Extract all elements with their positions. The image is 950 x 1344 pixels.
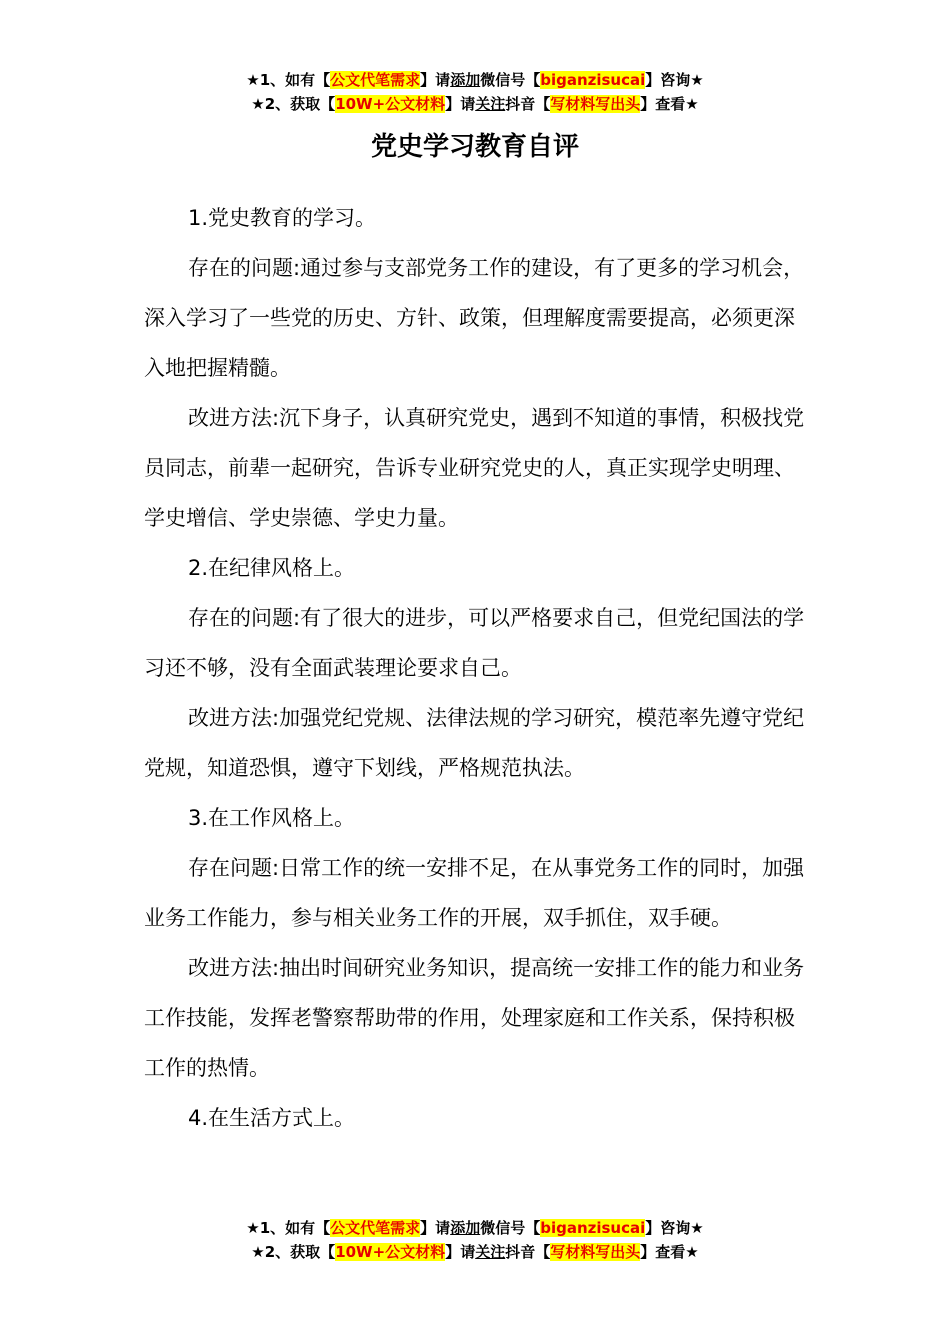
improvement-paragraph: 改进方法:沉下身子，认真研究党史，遇到不知道的事情，积极找党员同志，前辈一起研究，告诉专业研究党史的人，真正实现学史明理、学史增信、学史崇德、学史力量。 [144, 406, 805, 530]
problem-paragraph: 存在的问题:通过参与支部党务工作的建设，有了更多的学习机会，深入学习了一些党的历史、方针、政策，但理解度需要提高，必须更深入地把握精髓。 [144, 256, 805, 380]
banner-text: 】请 [445, 95, 476, 113]
document-title: 党史学习教育自评 [370, 132, 579, 162]
banner-line-2 [0, 1240, 950, 1264]
banner-text: ★1、如有【 [246, 71, 331, 89]
underlined-action: 关注 [475, 95, 506, 113]
highlight-wechat-id: biganzisucai [540, 1219, 646, 1237]
section-heading-discipline: 2.在纪律风格上。 [188, 556, 356, 580]
improvement-paragraph: 改进方法:抽出时间研究业务知识，提高统一安排工作的能力和业务工作技能，发挥老警察帮助带的作用，处理家庭和工作关系，保持积极工作的热情。 [144, 956, 805, 1080]
problem-paragraph: 存在的问题:有了很大的进步，可以严格要求自己，但党纪国法的学习还不够，没有全面武装理论要求自己。 [144, 606, 805, 680]
banner-line-2 [0, 92, 950, 116]
banner-text: ★2、获取【 [251, 1243, 336, 1261]
banner-text: 】请 [420, 71, 451, 89]
section-heading-study: 1.党史教育的学习。 [188, 206, 377, 230]
section-heading-lifestyle: 4.在生活方式上。 [188, 1106, 356, 1130]
banner-text: 】查看★ [640, 1243, 699, 1261]
highlight-service: 公文代笔需求 [330, 1219, 421, 1237]
underlined-action: 关注 [475, 1243, 506, 1261]
banner-text: 抖音【 [505, 95, 551, 113]
banner-text: 】请 [420, 1219, 451, 1237]
problem-paragraph: 存在问题:日常工作的统一安排不足，在从事党务工作的同时，加强业务工作能力，参与相关业务工作的开展，双手抓住，双手硬。 [144, 856, 805, 930]
section-heading-work: 3.在工作风格上。 [188, 806, 356, 830]
banner-text: 抖音【 [505, 1243, 551, 1261]
banner-text: 微信号【 [480, 71, 541, 89]
banner-text: 微信号【 [480, 1219, 541, 1237]
highlight-materials: 10W+公文材料 [335, 1243, 446, 1261]
underlined-action: 添加 [450, 71, 481, 89]
banner-text: 】查看★ [640, 95, 699, 113]
highlight-wechat-id: biganzisucai [540, 71, 646, 89]
highlight-douyin-account: 写材料写出头 [550, 95, 641, 113]
banner-text: ★1、如有【 [246, 1219, 331, 1237]
banner-text: ★2、获取【 [251, 95, 336, 113]
banner-text: 】咨询★ [645, 71, 704, 89]
highlight-materials: 10W+公文材料 [335, 95, 446, 113]
document-body [144, 193, 808, 1143]
banner-line-1 [0, 1216, 950, 1240]
improvement-paragraph: 改进方法:加强党纪党规、法律法规的学习研究，模范率先遵守党纪党规，知道恐惧，遵守下划线，严格规范执法。 [144, 706, 805, 780]
banner-line-1 [0, 68, 950, 92]
banner-text: 】咨询★ [645, 1219, 704, 1237]
highlight-douyin-account: 写材料写出头 [550, 1243, 641, 1261]
underlined-action: 添加 [450, 1219, 481, 1237]
highlight-service: 公文代笔需求 [330, 71, 421, 89]
banner-text: 】请 [445, 1243, 476, 1261]
header-banner [0, 68, 950, 116]
footer-banner [0, 1216, 950, 1264]
